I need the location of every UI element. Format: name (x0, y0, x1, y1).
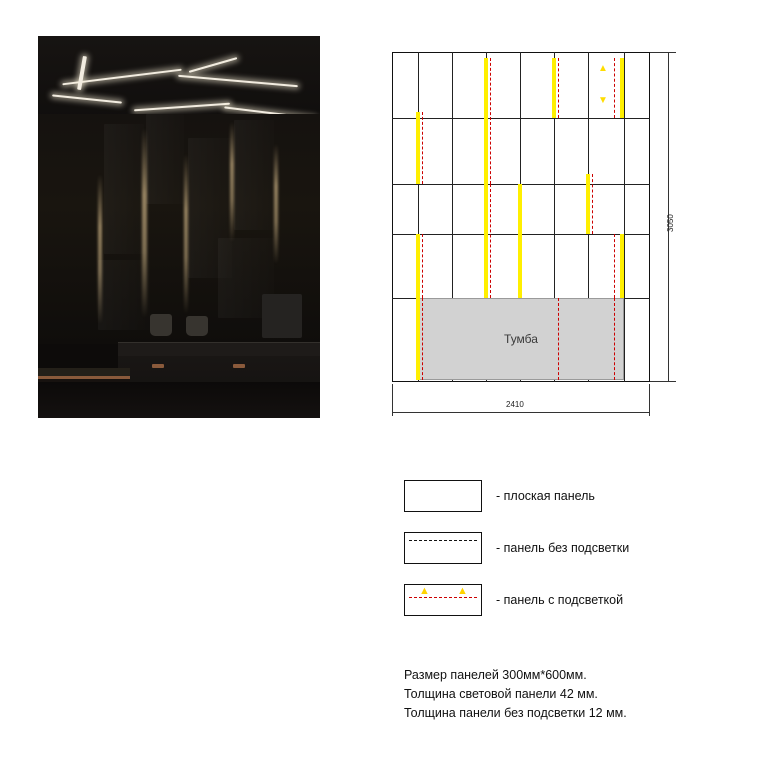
wall-panel (234, 120, 274, 230)
dimension-tick (650, 381, 676, 382)
kettle-object (186, 316, 208, 336)
unlit-panel-edge (558, 298, 559, 380)
dimension-tick (649, 384, 650, 416)
panel-backlight-glow (98, 174, 102, 324)
countertop (118, 342, 320, 357)
lit-panel-edge (416, 234, 420, 298)
unlit-panel-edge (422, 112, 423, 184)
floor-area (38, 382, 320, 418)
flat-panel-swatch (404, 480, 482, 512)
cabinet-handle (152, 364, 164, 368)
cabinet-handle (233, 364, 245, 368)
light-direction-arrow-icon: ▲ (419, 585, 430, 597)
note-panel-size: Размер панелей 300мм*600мм. (404, 668, 587, 682)
legend-item-panel-with-light (404, 574, 744, 626)
unlit-panel-edge (422, 298, 423, 380)
no-light-panel-swatch (404, 532, 482, 564)
note-unlit-panel-thickness: Толщина панели без подсветки 12 мм. (404, 706, 627, 720)
coffee-machine-object (262, 294, 302, 338)
specification-notes (404, 666, 754, 723)
cabinet-label: Тумба (504, 332, 538, 346)
grid-row-line (392, 118, 650, 119)
panel-elevation-drawing (392, 52, 675, 409)
teapot-object (150, 314, 172, 336)
unlit-panel-edge (490, 58, 491, 184)
lit-panel-edge (620, 58, 624, 118)
lit-panel-edge (552, 58, 556, 118)
unlit-panel-edge (614, 58, 615, 118)
width-dimension-label: 2410 (506, 400, 524, 409)
unlit-panel-edge (490, 184, 491, 298)
lit-panel-edge (484, 184, 488, 298)
unlit-panel-edge (614, 298, 615, 380)
note-lit-panel-thickness: Толщина световой панели 42 мм. (404, 687, 598, 701)
lit-panel-edge (416, 298, 420, 380)
dimension-tick (650, 52, 676, 53)
legend-item-label: - панель с подсветкой (496, 593, 624, 607)
wall-panel (146, 114, 184, 204)
cabinet-block (418, 298, 624, 380)
unlit-panel-edge (592, 174, 593, 234)
light-direction-arrow-icon: ▲ (457, 585, 468, 597)
panel-backlight-glow (274, 144, 278, 264)
panel-backlight-glow (142, 128, 147, 318)
with-light-panel-swatch (404, 584, 482, 616)
lit-panel-edge (586, 174, 590, 234)
width-dimension-line (392, 412, 650, 413)
panel-backlight-glow (230, 122, 234, 242)
unlit-panel-edge (614, 234, 615, 298)
grid-column-line (624, 52, 625, 382)
legend-item-label: - панель без подсветки (496, 541, 630, 555)
legend-item-label: - плоская панель (496, 489, 595, 503)
interior-render-image (38, 36, 320, 418)
lit-panel-edge (620, 234, 624, 298)
unlit-panel-edge (422, 234, 423, 298)
legend (404, 470, 744, 626)
light-direction-arrow-icon: ▼ (598, 95, 608, 106)
light-direction-arrow-icon: ▲ (598, 63, 608, 74)
lit-panel-edge (484, 58, 488, 184)
height-dimension-label: 3050 (666, 214, 675, 232)
unlit-panel-edge (558, 58, 559, 118)
wall-panel (104, 124, 144, 254)
dimension-tick (392, 384, 393, 416)
lit-panel-edge (518, 184, 522, 298)
legend-item-panel-no-light (404, 522, 744, 574)
lit-panel-edge (416, 112, 420, 184)
panel-backlight-glow (184, 154, 188, 314)
legend-item-flat-panel (404, 470, 744, 522)
